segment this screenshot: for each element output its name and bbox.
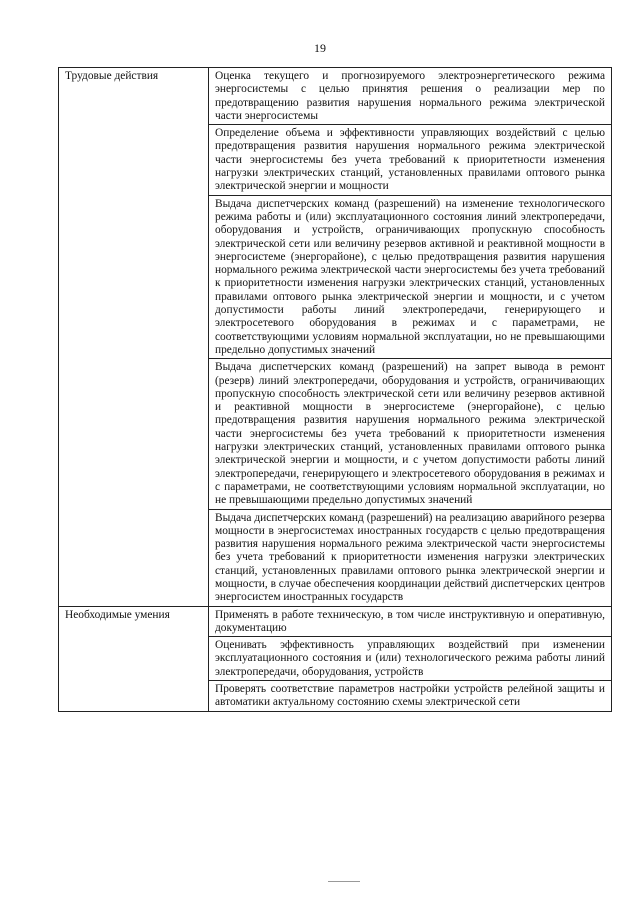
section-content-cell [209, 606, 612, 711]
section-row-labor-actions [59, 68, 612, 607]
section-label-required-skills: Необходимые умения [65, 608, 170, 621]
section-content-cell [209, 68, 612, 607]
skill-item: Проверять соответствие параметров настройки устройств релейной защиты и автоматики актуальному состоянию схемы электрической сети [215, 683, 605, 709]
page-number: 19 [314, 41, 326, 55]
section-label-labor-actions: Трудовые действия [65, 70, 159, 82]
section-label-cell [59, 68, 209, 607]
footer-divider [328, 881, 360, 882]
section-row-required-skills [59, 606, 612, 711]
labor-action-item: Определение объема и эффективности управляющих воздействий с целью предотвращения развития нарушения нормального режима электрической части энергосистемы без учета требований к приоритетности изменения нагрузки электрических станций, установленных правилами оптового рынка электрической энергии и мощности [209, 125, 611, 195]
labor-action-item: Выдача диспетчерских команд (разрешений) на запрет вывода в ремонт (резерв) линий электропередачи, оборудования и устройств, ограничивающих пропускную способность электрической сети или величину резервов активной и реактивной мощности в энергосистеме (энергорайоне), с целью предотвращения развития нарушения нормального режима электрической части энергосистемы без учета требований к приоритетности изменения нагрузки электрических станций, установленных правилами оптового рынка электрической энергии и мощности, и с учетом допустимости работы линий электропередачи, генерирующего и электросетевого оборудования в режимах и с параметрами, не соответствующими условиям нормальной эксплуатации, но не превышающими предельно допустимых значений [209, 359, 611, 509]
skill-item: Оценивать эффективность управляющих воздействий при изменении эксплуатационного состояния и (или) технологического режима работы линий электропередачи, оборудования, устройств [209, 637, 611, 681]
skill-item: Применять в работе техническую, в том числе инструктивную и оперативную, документацию [209, 607, 611, 638]
section-label-cell [59, 606, 209, 711]
labor-action-item: Выдача диспетчерских команд (разрешений) на изменение технологического режима работы и (или) эксплуатационного состояния линий электропередачи, оборудования и устройств, ограничивающих пропускную способность электрической сети или величину резервов активной и реактивной мощности в энергосистеме (энергорайоне), с целью предотвращения развития нарушения нормального режима электрической части энергосистемы без учета требований к приоритетности изменения нагрузки электрических станций, установленных правилами оптового рынка электрической энергии и мощности, и с учетом допустимости работы линий электропередачи, генерирующего и электросетевого оборудования в режимах и с параметрами, не соответствующими условиям нормальной эксплуатации, но не превышающими предельно допустимых значений [209, 196, 611, 360]
labor-action-item: Оценка текущего и прогнозируемого электроэнергетического режима энергосистемы с целью принятия решения о реализации мер по предотвращению развития нарушения нормального режима электрической части энергосистемы [209, 68, 611, 125]
labor-functions-table [58, 67, 612, 712]
labor-action-item: Выдача диспетчерских команд (разрешений) на реализацию аварийного резерва мощности в энергосистемах иностранных государств с целью предотвращения развития нарушения нормального режима электрической части энергосистемы без учета требований к приоритетности изменения нагрузки электрических станций, установленных правилами оптового рынка электрической энергии и мощности, в случае обеспечения координации действий диспетчерских центров энергосистем иностранных государств [215, 511, 605, 604]
